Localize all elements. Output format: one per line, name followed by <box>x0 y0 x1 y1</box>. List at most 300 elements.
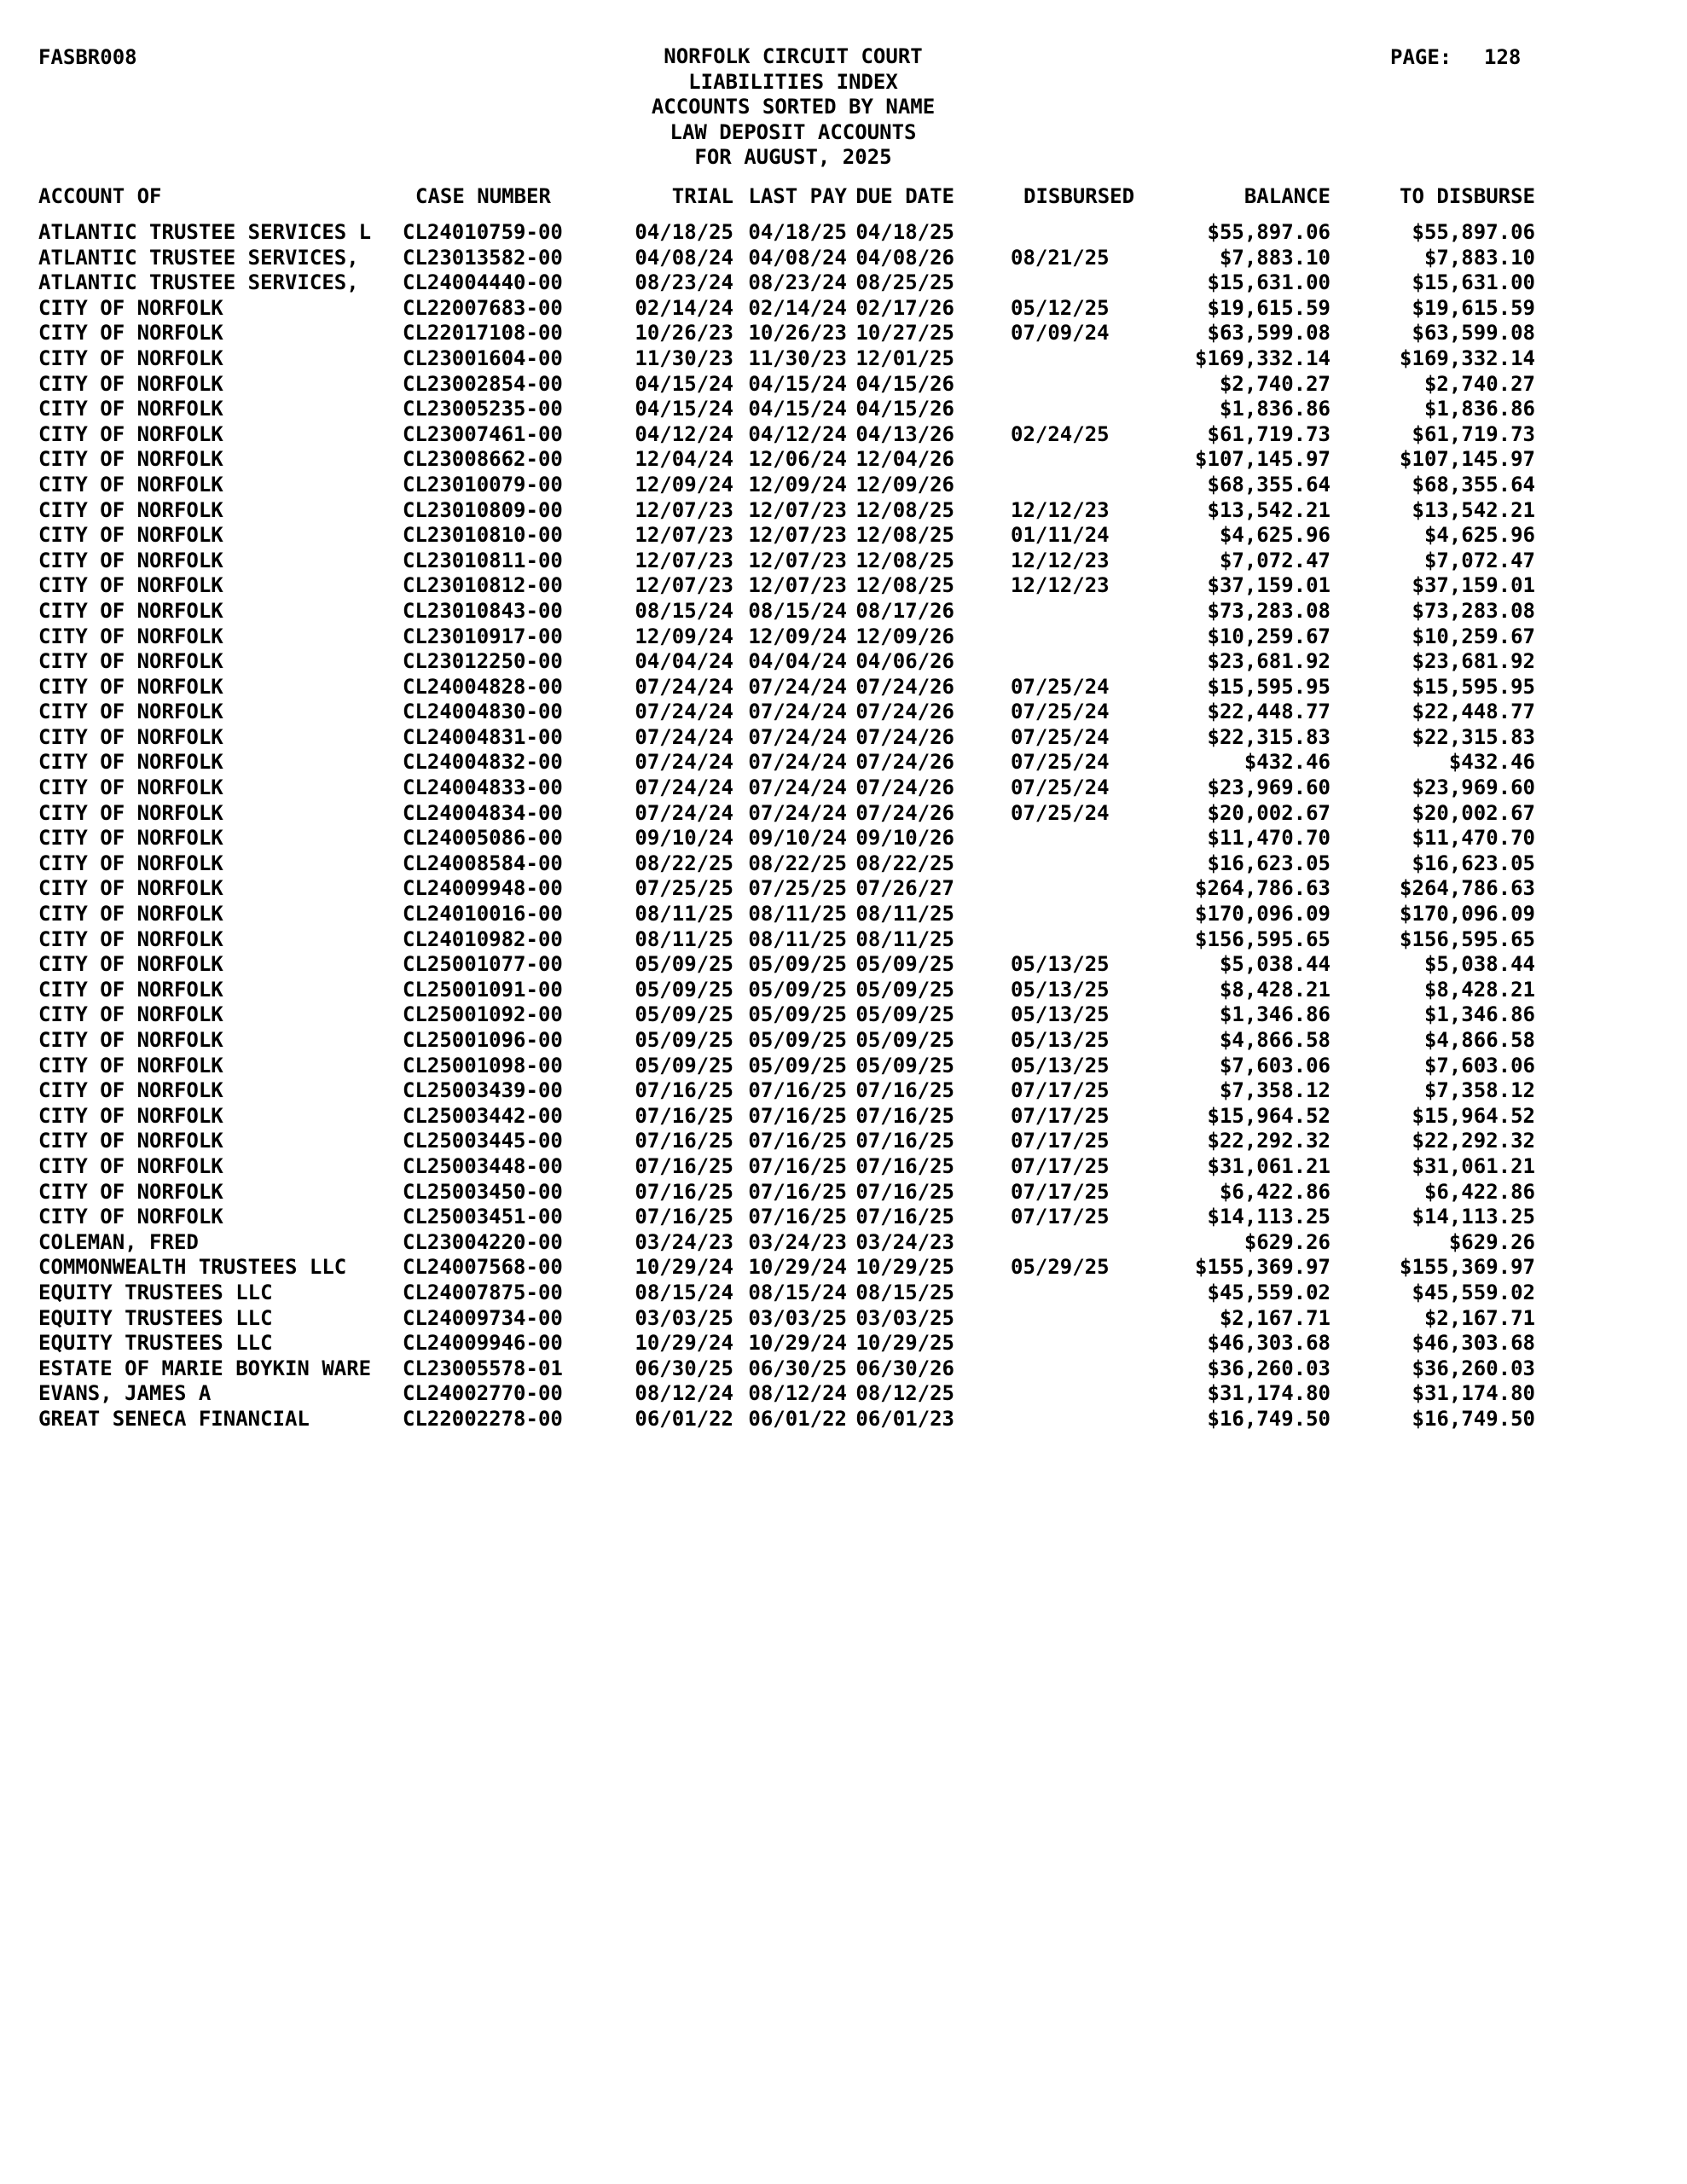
balance-amount: $6,422.86 <box>1219 1179 1330 1204</box>
trial-date: 07/16/25 <box>635 1078 733 1103</box>
table-row <box>0 1406 1687 1432</box>
case-number: CL24010016-00 <box>403 902 563 926</box>
disbursed-date: 05/13/25 <box>1011 1028 1110 1052</box>
account-name: EQUITY TRUSTEES LLC <box>38 1331 273 1356</box>
to-disburse-amount: $22,448.77 <box>1412 700 1535 724</box>
last-pay-date: 08/15/24 <box>748 598 847 623</box>
case-number: CL24009734-00 <box>403 1305 563 1330</box>
trial-date: 07/25/25 <box>635 876 733 901</box>
case-number: CL24002770-00 <box>403 1381 563 1406</box>
account-name: CITY OF NORFOLK <box>38 1002 223 1027</box>
case-number: CL24005086-00 <box>403 826 563 851</box>
balance-amount: $156,595.65 <box>1195 926 1330 951</box>
trial-date: 07/24/24 <box>635 674 733 699</box>
table-row <box>0 1002 1687 1027</box>
due-date: 04/15/26 <box>855 371 954 396</box>
trial-date: 07/24/24 <box>635 775 733 800</box>
last-pay-date: 04/12/24 <box>748 421 847 446</box>
due-date: 04/08/26 <box>855 245 954 270</box>
balance-amount: $19,615.59 <box>1207 295 1330 320</box>
trial-date: 07/16/25 <box>635 1129 733 1153</box>
balance-amount: $16,623.05 <box>1207 851 1330 875</box>
table-row <box>0 875 1687 901</box>
disbursed-date: 12/12/23 <box>1011 548 1110 572</box>
table-row <box>0 572 1687 598</box>
last-pay-date: 12/07/23 <box>748 548 847 572</box>
balance-amount: $5,038.44 <box>1219 952 1330 977</box>
account-name: CITY OF NORFOLK <box>38 421 223 446</box>
due-date: 07/24/26 <box>855 724 954 749</box>
account-name: GREAT SENECA FINANCIAL <box>38 1406 310 1431</box>
table-row <box>0 1356 1687 1381</box>
table-row <box>0 977 1687 1002</box>
trial-date: 02/14/24 <box>635 295 733 320</box>
balance-amount: $13,542.21 <box>1207 497 1330 522</box>
due-date: 06/30/26 <box>855 1356 954 1380</box>
header-trial: TRIAL <box>671 184 733 208</box>
trial-date: 03/24/23 <box>635 1229 733 1254</box>
balance-amount: $7,883.10 <box>1219 245 1330 270</box>
to-disburse-amount: $10,259.67 <box>1412 624 1535 648</box>
to-disburse-amount: $169,332.14 <box>1400 346 1535 370</box>
case-number: CL24008584-00 <box>403 851 563 875</box>
case-number: CL23010843-00 <box>403 598 563 623</box>
last-pay-date: 08/11/25 <box>748 926 847 951</box>
trial-date: 04/08/24 <box>635 245 733 270</box>
trial-date: 05/09/25 <box>635 1053 733 1077</box>
balance-amount: $15,595.95 <box>1207 674 1330 699</box>
to-disburse-amount: $155,369.97 <box>1400 1255 1535 1280</box>
to-disburse-amount: $7,358.12 <box>1423 1078 1535 1103</box>
trial-date: 04/04/24 <box>635 649 733 674</box>
due-date: 04/15/26 <box>855 397 954 421</box>
report-account-type: LAW DEPOSIT ACCOUNTS <box>670 119 917 144</box>
trial-date: 05/09/25 <box>635 1028 733 1052</box>
account-name: CITY OF NORFOLK <box>38 1153 223 1178</box>
account-name: CITY OF NORFOLK <box>38 397 223 421</box>
trial-date: 07/24/24 <box>635 724 733 749</box>
column-headers <box>0 183 1687 209</box>
last-pay-date: 12/06/24 <box>748 447 847 472</box>
due-date: 07/24/26 <box>855 775 954 800</box>
due-date: 06/01/23 <box>855 1406 954 1431</box>
last-pay-date: 03/24/23 <box>748 1229 847 1254</box>
trial-date: 07/16/25 <box>635 1153 733 1178</box>
due-date: 07/24/26 <box>855 750 954 775</box>
disbursed-date: 05/12/25 <box>1011 295 1110 320</box>
account-name: CITY OF NORFOLK <box>38 598 223 623</box>
table-row <box>0 926 1687 952</box>
due-date: 07/16/25 <box>855 1078 954 1103</box>
balance-amount: $155,369.97 <box>1195 1255 1330 1280</box>
header-disbursed: DISBURSED <box>1023 184 1135 208</box>
case-number: CL25001098-00 <box>403 1053 563 1077</box>
header-to-disburse: TO DISBURSE <box>1400 184 1535 208</box>
to-disburse-amount: $4,866.58 <box>1423 1028 1535 1052</box>
table-row <box>0 497 1687 523</box>
disbursed-date: 07/17/25 <box>1011 1129 1110 1153</box>
balance-amount: $23,681.92 <box>1207 649 1330 674</box>
case-number: CL24007568-00 <box>403 1255 563 1280</box>
to-disburse-amount: $16,623.05 <box>1412 851 1535 875</box>
account-name: CITY OF NORFOLK <box>38 926 223 951</box>
account-name: CITY OF NORFOLK <box>38 1179 223 1204</box>
last-pay-date: 05/09/25 <box>748 1028 847 1052</box>
case-number: CL23010811-00 <box>403 548 563 572</box>
to-disburse-amount: $170,096.09 <box>1400 902 1535 926</box>
table-row <box>0 346 1687 371</box>
account-name: CITY OF NORFOLK <box>38 548 223 572</box>
balance-amount: $15,631.00 <box>1207 270 1330 295</box>
to-disburse-amount: $61,719.73 <box>1412 421 1535 446</box>
balance-amount: $432.46 <box>1244 750 1330 775</box>
trial-date: 08/22/25 <box>635 851 733 875</box>
to-disburse-amount: $31,061.21 <box>1412 1153 1535 1178</box>
due-date: 12/08/25 <box>855 548 954 572</box>
to-disburse-amount: $7,603.06 <box>1423 1053 1535 1077</box>
due-date: 08/11/25 <box>855 926 954 951</box>
balance-amount: $31,174.80 <box>1207 1381 1330 1406</box>
disbursed-date: 07/17/25 <box>1011 1179 1110 1204</box>
case-number: CL24004831-00 <box>403 724 563 749</box>
case-number: CL23010809-00 <box>403 497 563 522</box>
page-number-block <box>1390 44 1521 70</box>
account-name: CITY OF NORFOLK <box>38 724 223 749</box>
account-name: CITY OF NORFOLK <box>38 1129 223 1153</box>
trial-date: 07/16/25 <box>635 1103 733 1128</box>
account-name: ATLANTIC TRUSTEE SERVICES, <box>38 270 359 295</box>
due-date: 05/09/25 <box>855 977 954 1002</box>
balance-amount: $14,113.25 <box>1207 1205 1330 1229</box>
balance-amount: $61,719.73 <box>1207 421 1330 446</box>
trial-date: 07/24/24 <box>635 800 733 825</box>
table-row <box>0 648 1687 674</box>
balance-amount: $63,599.08 <box>1207 321 1330 346</box>
trial-date: 06/01/22 <box>635 1406 733 1431</box>
account-name: CITY OF NORFOLK <box>38 346 223 370</box>
to-disburse-amount: $14,113.25 <box>1412 1205 1535 1229</box>
due-date: 07/16/25 <box>855 1205 954 1229</box>
balance-amount: $169,332.14 <box>1195 346 1330 370</box>
court-name: NORFOLK CIRCUIT COURT <box>664 44 923 68</box>
disbursed-date: 05/29/25 <box>1011 1255 1110 1280</box>
case-number: CL23010079-00 <box>403 472 563 497</box>
trial-date: 12/09/24 <box>635 472 733 497</box>
to-disburse-amount: $107,145.97 <box>1400 447 1535 472</box>
case-number: CL23012250-00 <box>403 649 563 674</box>
last-pay-date: 07/16/25 <box>748 1129 847 1153</box>
report-period: FOR AUGUST, 2025 <box>694 145 892 170</box>
trial-date: 08/15/24 <box>635 1280 733 1304</box>
table-row <box>0 1128 1687 1153</box>
last-pay-date: 10/29/24 <box>748 1331 847 1356</box>
table-row <box>0 1330 1687 1356</box>
to-disburse-amount: $15,595.95 <box>1412 674 1535 699</box>
trial-date: 03/03/25 <box>635 1305 733 1330</box>
account-name: ESTATE OF MARIE BOYKIN WARE <box>38 1356 372 1380</box>
table-row <box>0 219 1687 245</box>
last-pay-date: 12/09/24 <box>748 624 847 648</box>
last-pay-date: 07/24/24 <box>748 700 847 724</box>
last-pay-date: 07/16/25 <box>748 1078 847 1103</box>
table-row <box>0 270 1687 295</box>
balance-amount: $1,836.86 <box>1219 397 1330 421</box>
last-pay-date: 07/16/25 <box>748 1103 847 1128</box>
balance-amount: $36,260.03 <box>1207 1356 1330 1380</box>
balance-amount: $10,259.67 <box>1207 624 1330 648</box>
case-number: CL23010917-00 <box>403 624 563 648</box>
due-date: 07/16/25 <box>855 1179 954 1204</box>
balance-amount: $4,625.96 <box>1219 523 1330 548</box>
trial-date: 05/09/25 <box>635 952 733 977</box>
table-row <box>0 1380 1687 1406</box>
balance-amount: $55,897.06 <box>1207 220 1330 244</box>
table-row <box>0 548 1687 573</box>
trial-date: 12/07/23 <box>635 523 733 548</box>
trial-date: 10/29/24 <box>635 1331 733 1356</box>
to-disburse-amount: $22,315.83 <box>1412 724 1535 749</box>
to-disburse-amount: $31,174.80 <box>1412 1381 1535 1406</box>
balance-amount: $22,448.77 <box>1207 700 1330 724</box>
to-disburse-amount: $15,964.52 <box>1412 1103 1535 1128</box>
to-disburse-amount: $4,625.96 <box>1423 523 1535 548</box>
due-date: 08/17/26 <box>855 598 954 623</box>
due-date: 08/11/25 <box>855 902 954 926</box>
case-number: CL23004220-00 <box>403 1229 563 1254</box>
to-disburse-amount: $264,786.63 <box>1400 876 1535 901</box>
trial-date: 08/11/25 <box>635 926 733 951</box>
to-disburse-amount: $22,292.32 <box>1412 1129 1535 1153</box>
case-number: CL24010759-00 <box>403 220 563 244</box>
last-pay-date: 08/22/25 <box>748 851 847 875</box>
trial-date: 07/24/24 <box>635 750 733 775</box>
last-pay-date: 07/24/24 <box>748 750 847 775</box>
case-number: CL25003442-00 <box>403 1103 563 1128</box>
trial-date: 07/16/25 <box>635 1179 733 1204</box>
due-date: 10/29/25 <box>855 1331 954 1356</box>
case-number: CL23007461-00 <box>403 421 563 446</box>
balance-amount: $46,303.68 <box>1207 1331 1330 1356</box>
last-pay-date: 07/24/24 <box>748 674 847 699</box>
balance-amount: $15,964.52 <box>1207 1103 1330 1128</box>
to-disburse-amount: $73,283.08 <box>1412 598 1535 623</box>
to-disburse-amount: $432.46 <box>1448 750 1535 775</box>
case-number: CL24004440-00 <box>403 270 563 295</box>
disbursed-date: 07/25/24 <box>1011 800 1110 825</box>
due-date: 04/06/26 <box>855 649 954 674</box>
case-number: CL25001077-00 <box>403 952 563 977</box>
account-name: CITY OF NORFOLK <box>38 1053 223 1077</box>
account-name: CITY OF NORFOLK <box>38 851 223 875</box>
due-date: 03/24/23 <box>855 1229 954 1254</box>
case-number: CL23013582-00 <box>403 245 563 270</box>
to-disburse-amount: $629.26 <box>1448 1229 1535 1254</box>
last-pay-date: 06/30/25 <box>748 1356 847 1380</box>
case-number: CL25001092-00 <box>403 1002 563 1027</box>
to-disburse-amount: $36,260.03 <box>1412 1356 1535 1380</box>
disbursed-date: 07/17/25 <box>1011 1153 1110 1178</box>
case-number: CL23008662-00 <box>403 447 563 472</box>
table-row <box>0 446 1687 472</box>
header-account-of: ACCOUNT OF <box>38 184 162 208</box>
due-date: 08/15/25 <box>855 1280 954 1304</box>
balance-amount: $37,159.01 <box>1207 573 1330 598</box>
case-number: CL24004828-00 <box>403 674 563 699</box>
balance-amount: $16,749.50 <box>1207 1406 1330 1431</box>
last-pay-date: 07/16/25 <box>748 1153 847 1178</box>
case-number: CL23001604-00 <box>403 346 563 370</box>
header-case-number: CASE NUMBER <box>415 184 551 208</box>
account-name: CITY OF NORFOLK <box>38 1103 223 1128</box>
account-name: CITY OF NORFOLK <box>38 371 223 396</box>
case-number: CL24004834-00 <box>403 800 563 825</box>
account-name: CITY OF NORFOLK <box>38 750 223 775</box>
case-number: CL25003439-00 <box>403 1078 563 1103</box>
due-date: 04/13/26 <box>855 421 954 446</box>
header-balance: BALANCE <box>1244 184 1330 208</box>
trial-date: 12/07/23 <box>635 497 733 522</box>
account-name: CITY OF NORFOLK <box>38 952 223 977</box>
account-name: CITY OF NORFOLK <box>38 523 223 548</box>
table-row <box>0 1053 1687 1078</box>
case-number: CL24004832-00 <box>403 750 563 775</box>
disbursed-date: 07/25/24 <box>1011 674 1110 699</box>
account-name: CITY OF NORFOLK <box>38 1028 223 1052</box>
last-pay-date: 12/07/23 <box>748 497 847 522</box>
balance-amount: $73,283.08 <box>1207 598 1330 623</box>
last-pay-date: 08/23/24 <box>748 270 847 295</box>
trial-date: 06/30/25 <box>635 1356 733 1380</box>
due-date: 03/03/25 <box>855 1305 954 1330</box>
table-row <box>0 699 1687 724</box>
case-number: CL24009946-00 <box>403 1331 563 1356</box>
account-name: CITY OF NORFOLK <box>38 649 223 674</box>
table-row <box>0 295 1687 321</box>
balance-amount: $170,096.09 <box>1195 902 1330 926</box>
trial-date: 04/12/24 <box>635 421 733 446</box>
case-number: CL24009948-00 <box>403 876 563 901</box>
balance-amount: $11,470.70 <box>1207 826 1330 851</box>
last-pay-date: 09/10/24 <box>748 826 847 851</box>
account-name: COMMONWEALTH TRUSTEES LLC <box>38 1255 347 1280</box>
to-disburse-amount: $19,615.59 <box>1412 295 1535 320</box>
table-row <box>0 624 1687 649</box>
table-row <box>0 1153 1687 1179</box>
account-name: CITY OF NORFOLK <box>38 321 223 346</box>
account-name: CITY OF NORFOLK <box>38 295 223 320</box>
due-date: 07/16/25 <box>855 1103 954 1128</box>
account-name: CITY OF NORFOLK <box>38 447 223 472</box>
due-date: 10/27/25 <box>855 321 954 346</box>
table-row <box>0 724 1687 750</box>
last-pay-date: 07/24/24 <box>748 724 847 749</box>
due-date: 07/24/26 <box>855 700 954 724</box>
account-name: CITY OF NORFOLK <box>38 800 223 825</box>
balance-amount: $22,292.32 <box>1207 1129 1330 1153</box>
table-row <box>0 1103 1687 1129</box>
last-pay-date: 12/07/23 <box>748 573 847 598</box>
last-pay-date: 07/24/24 <box>748 775 847 800</box>
due-date: 08/12/25 <box>855 1381 954 1406</box>
table-row <box>0 396 1687 421</box>
balance-amount: $107,145.97 <box>1195 447 1330 472</box>
account-rows <box>0 219 1687 1432</box>
due-date: 07/24/26 <box>855 674 954 699</box>
table-row <box>0 1027 1687 1053</box>
last-pay-date: 08/12/24 <box>748 1381 847 1406</box>
account-name: CITY OF NORFOLK <box>38 1078 223 1103</box>
last-pay-date: 12/07/23 <box>748 523 847 548</box>
case-number: CL22007683-00 <box>403 295 563 320</box>
disbursed-date: 02/24/25 <box>1011 421 1110 446</box>
last-pay-date: 10/29/24 <box>748 1255 847 1280</box>
last-pay-date: 06/01/22 <box>748 1406 847 1431</box>
case-number: CL23010810-00 <box>403 523 563 548</box>
table-row <box>0 1229 1687 1255</box>
last-pay-date: 04/15/24 <box>748 371 847 396</box>
balance-amount: $1,346.86 <box>1219 1002 1330 1027</box>
last-pay-date: 07/16/25 <box>748 1179 847 1204</box>
case-number: CL25003451-00 <box>403 1205 563 1229</box>
to-disburse-amount: $63,599.08 <box>1412 321 1535 346</box>
page-number: 128 <box>1484 45 1522 69</box>
disbursed-date: 05/13/25 <box>1011 977 1110 1002</box>
balance-amount: $7,358.12 <box>1219 1078 1330 1103</box>
to-disburse-amount: $23,681.92 <box>1412 649 1535 674</box>
case-number: CL25003448-00 <box>403 1153 563 1178</box>
balance-amount: $2,167.71 <box>1219 1305 1330 1330</box>
disbursed-date: 05/13/25 <box>1011 1002 1110 1027</box>
due-date: 10/29/25 <box>855 1255 954 1280</box>
to-disburse-amount: $46,303.68 <box>1412 1331 1535 1356</box>
last-pay-date: 07/24/24 <box>748 800 847 825</box>
table-row <box>0 749 1687 775</box>
disbursed-date: 05/13/25 <box>1011 952 1110 977</box>
balance-amount: $629.26 <box>1244 1229 1330 1254</box>
trial-date: 04/15/24 <box>635 371 733 396</box>
page-label: PAGE: <box>1390 45 1452 69</box>
case-number: CL23005235-00 <box>403 397 563 421</box>
to-disburse-amount: $156,595.65 <box>1400 926 1535 951</box>
account-name: CITY OF NORFOLK <box>38 624 223 648</box>
account-name: CITY OF NORFOLK <box>38 700 223 724</box>
case-number: CL23005578-01 <box>403 1356 563 1380</box>
to-disburse-amount: $6,422.86 <box>1423 1179 1535 1204</box>
case-number: CL25001096-00 <box>403 1028 563 1052</box>
trial-date: 12/07/23 <box>635 573 733 598</box>
account-name: CITY OF NORFOLK <box>38 775 223 800</box>
due-date: 07/16/25 <box>855 1129 954 1153</box>
balance-amount: $68,355.64 <box>1207 472 1330 497</box>
to-disburse-amount: $5,038.44 <box>1423 952 1535 977</box>
account-name: CITY OF NORFOLK <box>38 573 223 598</box>
trial-date: 12/04/24 <box>635 447 733 472</box>
last-pay-date: 04/15/24 <box>748 397 847 421</box>
balance-amount: $4,866.58 <box>1219 1028 1330 1052</box>
table-row <box>0 1280 1687 1305</box>
due-date: 05/09/25 <box>855 1002 954 1027</box>
due-date: 12/04/26 <box>855 447 954 472</box>
account-name: ATLANTIC TRUSTEE SERVICES, <box>38 245 359 270</box>
to-disburse-amount: $13,542.21 <box>1412 497 1535 522</box>
case-number: CL24007875-00 <box>403 1280 563 1304</box>
account-name: CITY OF NORFOLK <box>38 977 223 1002</box>
due-date: 07/24/26 <box>855 800 954 825</box>
balance-amount: $7,603.06 <box>1219 1053 1330 1077</box>
to-disburse-amount: $7,883.10 <box>1423 245 1535 270</box>
last-pay-date: 05/09/25 <box>748 952 847 977</box>
disbursed-date: 01/11/24 <box>1011 523 1110 548</box>
